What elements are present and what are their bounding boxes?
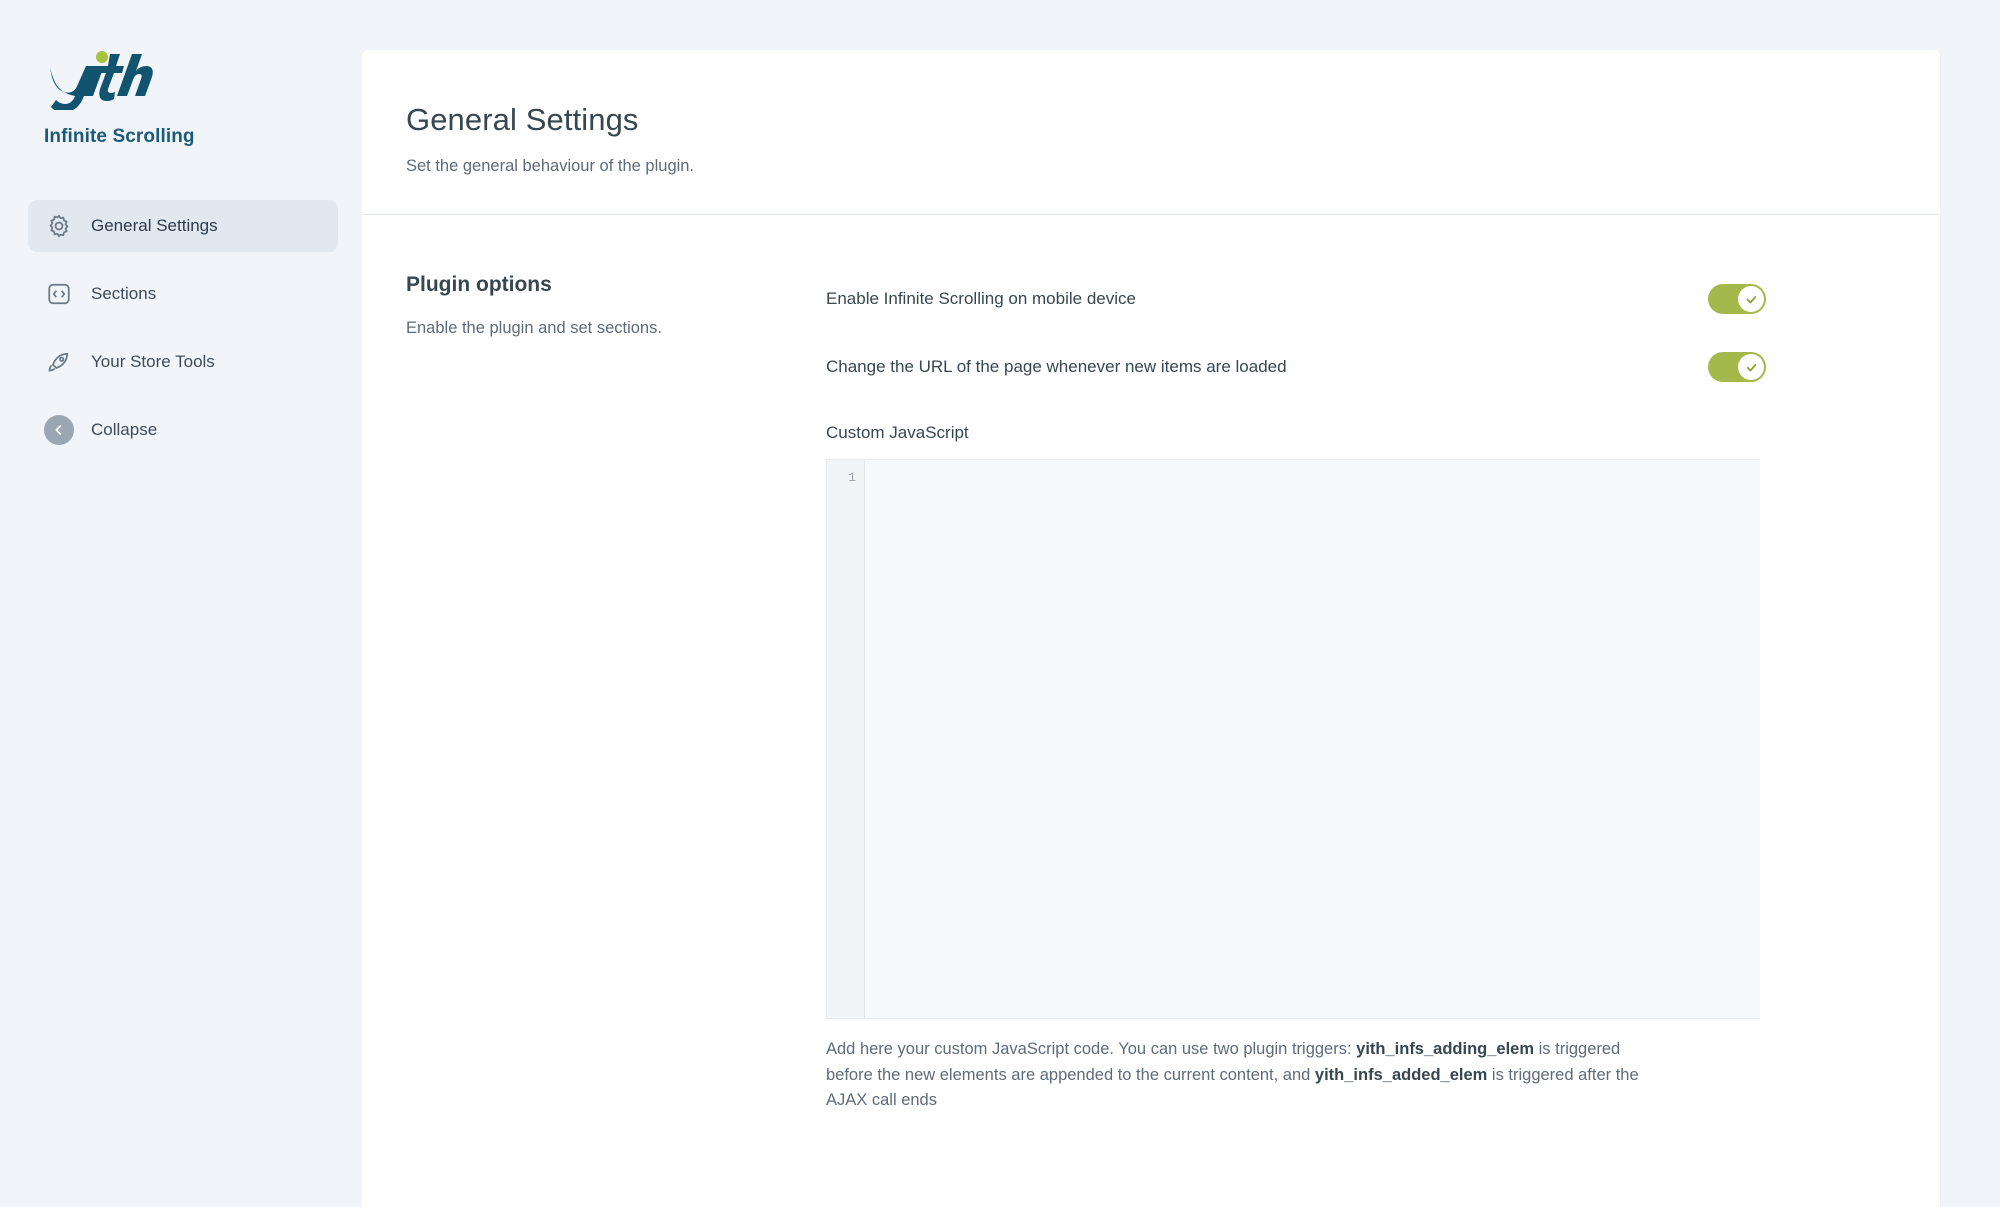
toggle-knob-check-icon: [1738, 286, 1764, 312]
toggle-change-url[interactable]: [1708, 352, 1766, 382]
field-enable-mobile: [826, 273, 1766, 325]
custom-javascript-help: [826, 1037, 1666, 1114]
brand-logo: [0, 0, 362, 110]
field-change-url: [826, 341, 1766, 393]
panel-body: [362, 215, 1940, 1114]
page-subtitle: Set the general behaviour of the plugin.: [406, 157, 695, 175]
gear-icon: [44, 211, 74, 241]
sidebar-item-label: General Settings: [91, 216, 218, 235]
rocket-icon: [44, 347, 74, 377]
sidebar-nav: [0, 200, 362, 456]
field-label: Custom JavaScript: [826, 423, 969, 442]
sidebar-item-label: Sections: [91, 284, 157, 303]
help-text-part2: is triggered before the new elements are appended to the current content, and: [826, 1040, 1621, 1084]
sidebar-item-label: Your Store Tools: [91, 352, 215, 371]
help-trigger-1: yith_infs_adding_elem: [1356, 1040, 1535, 1058]
yith-logo-icon: [44, 48, 164, 110]
collapse-circle: [44, 415, 74, 445]
sidebar-item-collapse[interactable]: [28, 404, 338, 456]
field-label: Enable Infinite Scrolling on mobile device: [826, 289, 1136, 308]
field-custom-javascript: [826, 423, 1766, 1114]
panel-header: [362, 50, 1940, 215]
custom-javascript-editor[interactable]: [826, 459, 1760, 1019]
section-description: Enable the plugin and set sections.: [406, 319, 662, 337]
section-title: Plugin options: [406, 273, 552, 296]
help-trigger-2: yith_infs_added_elem: [1314, 1065, 1488, 1084]
settings-panel: [362, 50, 1940, 1207]
arrow-left-circle-icon: [44, 415, 74, 445]
page-title: General Settings: [406, 102, 639, 137]
code-brackets-icon: [44, 279, 74, 309]
sidebar: [0, 0, 362, 1207]
custom-javascript-input[interactable]: [865, 460, 1760, 1018]
section-info: [406, 273, 826, 1114]
sidebar-item-sections[interactable]: [28, 268, 338, 320]
sidebar-item-label: Collapse: [91, 420, 158, 439]
sidebar-item-your-store-tools[interactable]: [28, 336, 338, 388]
main-content: [362, 0, 2000, 1207]
editor-line-numbers: 1: [827, 460, 865, 1018]
plugin-name: Infinite Scrolling: [44, 126, 195, 147]
toggle-knob-check-icon: [1738, 354, 1764, 380]
help-text-part1: Add here your custom JavaScript code. You can use two plugin triggers:: [826, 1040, 1357, 1058]
sidebar-item-general-settings[interactable]: [28, 200, 338, 252]
help-text-part3: is triggered after the AJAX call ends: [826, 1065, 1639, 1110]
settings-fields: [826, 273, 1766, 1114]
toggle-enable-mobile[interactable]: [1708, 284, 1766, 314]
field-label: Change the URL of the page whenever new items are loaded: [826, 357, 1287, 376]
